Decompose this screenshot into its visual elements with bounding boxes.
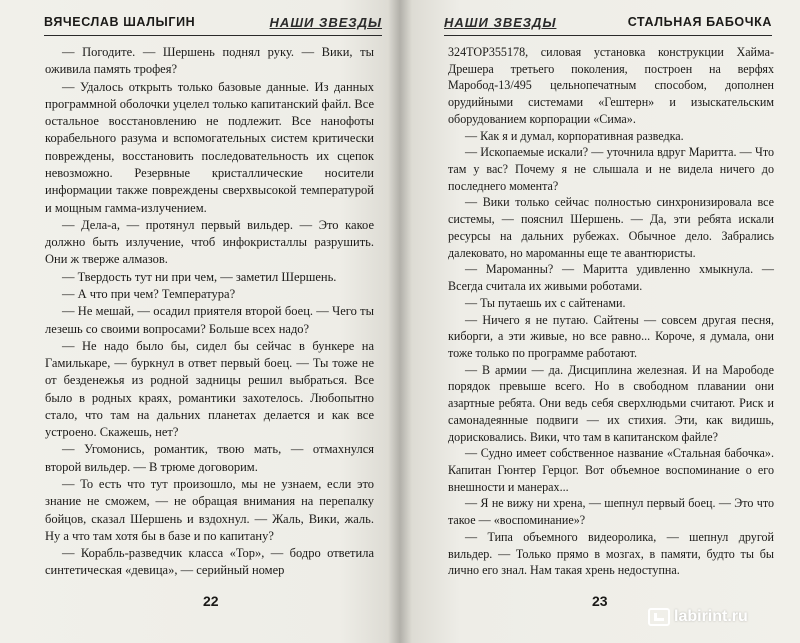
paragraph: — Не мешай, — осадил приятеля второй боец. — Чего ты лезешь со своими вопросами? Больше всех надо?: [45, 304, 374, 336]
page-number-right: 23: [592, 593, 608, 609]
header-author: ВЯЧЕСЛАВ ШАЛЫГИН: [44, 15, 196, 29]
left-body-text: [45, 44, 374, 580]
right-running-header: [444, 14, 772, 36]
paragraph: — Твердость тут ни при чем, — заметил Шершень.: [62, 269, 337, 284]
paragraph: — Удалось открыть только базовые данные. Из данных программной оболочки уцелел только капитанский файл. Все остальное восстановлению не подлежит. Все нанофоты корабельного разума и вспомогательных систем критически повреждены, восстановить последовательность их сцепок невозможно. Резервные кристаллические носители информации также повреждены сверхвысокой температурой и мощным гамма-излучением.: [45, 79, 374, 215]
paragraph-continuation: 324ТОР355178, силовая установка конструкции Хайма-Дрешера третьего поколения, построен на верфях Маробод-13/495 цельнопечатным способом, дополнен орудийными системами «Гештерн» и изыскательским оборудованием корпорации «Сима».: [448, 45, 774, 126]
watermark-text: labirint.ru: [674, 608, 748, 625]
page-number-left: 22: [203, 593, 219, 609]
paragraph: — Корабль-разведчик класса «Тор», — бодро ответила синтетическая «девица», — серийный номер: [45, 546, 374, 578]
paragraph: — А что при чем? Температура?: [62, 286, 236, 301]
paragraph: — Типа объемного видеоролика, — шепнул другой вильдер. — Только прямо в мозгах, в памяти, будто ты бы лично его знал. Нам такая хрень недоступна.: [448, 529, 774, 578]
left-running-header: [44, 14, 382, 36]
paragraph: — Ты путаешь их с сайтенами.: [465, 295, 626, 310]
paragraph: — То есть что тут произошло, мы не узнаем, если это знание не сможем, — не обращая внимания на перепалку бойцов, сказал Шершень и вздохнул. — Жаль, Вики, жаль. Ну а что там хотя бы в базе и по капитану?: [45, 477, 374, 543]
header-series: НАШИ ЗВЕЗДЫ: [444, 15, 557, 30]
right-body-text: [448, 44, 774, 579]
header-series: НАШИ ЗВЕЗДЫ: [269, 15, 382, 30]
paragraph: — Дела-а, — протянул первый вильдер. — Это какое должно быть излучение, чтоб инфокристаллы разрушить. Они ж тверже алмазов.: [45, 217, 374, 267]
labirint-logo-icon: [648, 608, 670, 626]
paragraph: — В армии — да. Дисциплина железная. И на Марободе порядок превыше всего. Но в свободном плавании они азартные ребята. Они ведь себя сверхлюдьми считают. Риск и самонадеянные подвиги — их стихия. Эти, как видишь, дорисковались. Вики, что там в капитанском файле?: [448, 362, 774, 444]
paragraph: — Ничего я не путаю. Сайтены — совсем другая песня, киборги, а эти живые, но все равно... Короче, я думала, они тоже только по программе работают.: [448, 312, 774, 360]
paragraph: — Мароманны? — Маритта удивленно хмыкнула. — Всегда считала их живыми роботами.: [448, 262, 774, 294]
paragraph: — Погодите. — Шершень поднял руку. — Вики, ты оживила память трофея?: [45, 45, 374, 77]
paragraph: — Судно имеет собственное название «Стальная бабочка». Капитан Гюнтер Герцог. Вот объемное воспоминание о его внешности и манерах...: [448, 446, 774, 494]
paragraph: — Не надо было бы, сидел бы сейчас в бункере на Гамилькаре, — буркнул в ответ первый боец. — Ты тоже не от безденежья из родной задницы решил выбраться. Все было в родных краях, романтики захотелось. Любопытно стало, что там на дальних планетах делается и как все устроено. Скажешь, нет?: [45, 338, 374, 440]
paragraph: — Ископаемые искали? — уточнила вдруг Маритта. — Что там у вас? Почему я не слышала и не видела ничего до последнего момента?: [448, 145, 774, 193]
paragraph: — Как я и думал, корпоративная разведка.: [465, 128, 684, 143]
book-gutter: [388, 0, 412, 643]
paragraph: — Я не вижу ни хрена, — шепнул первый боец. — Это что такое — «воспоминание»?: [448, 496, 774, 528]
paragraph: — Угомонись, романтик, твою мать, — отмахнулся второй вильдер. — В трюме договорим.: [45, 442, 374, 474]
right-page: [400, 0, 800, 643]
header-book-title: СТАЛЬНАЯ БАБОЧКА: [627, 15, 772, 29]
paragraph: — Вики только сейчас полностью синхронизировала все системы, — пояснил Шершень. — Да, эти ребята искали ресурсы на дальних рубежах. Обычное дело. Забрались далековато, но мароманны еще те авантюристы.: [448, 195, 774, 260]
watermark: [648, 608, 748, 626]
